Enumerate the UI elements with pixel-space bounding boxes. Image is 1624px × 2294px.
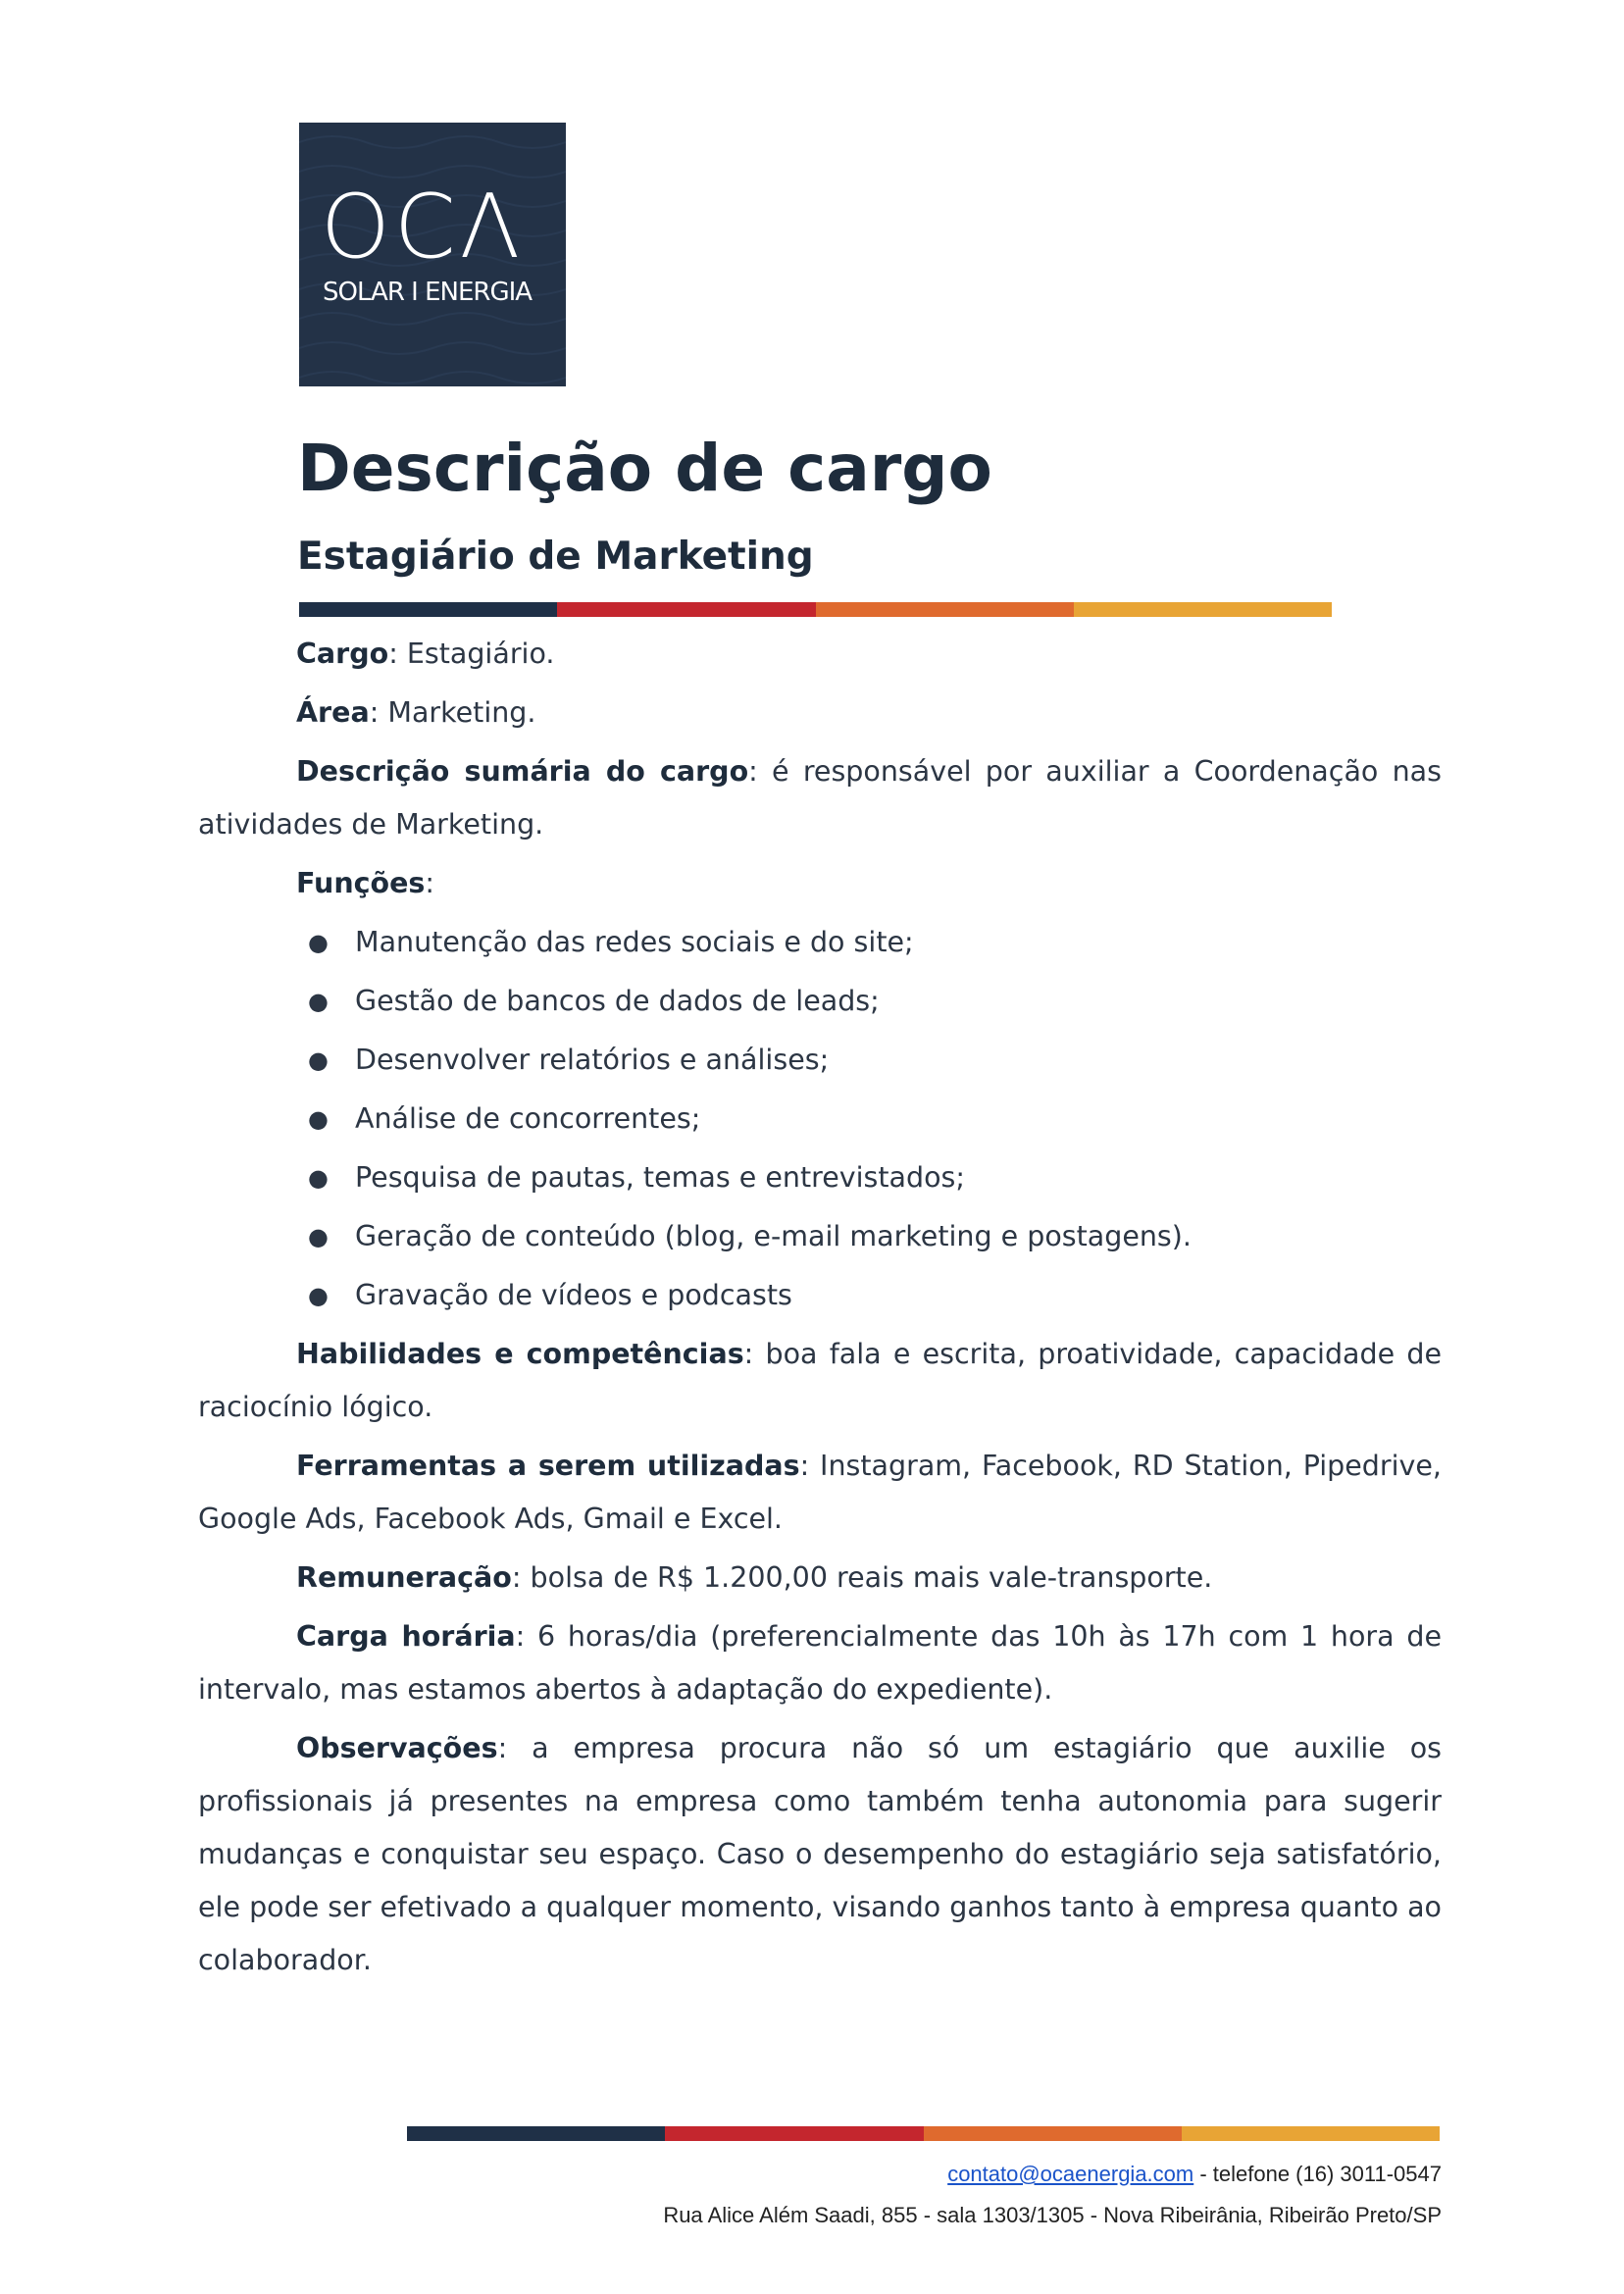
field-value: : a empresa procura não só um estagiário que auxilie os profissionais já presentes na empresa como também tenha autonomia para sugerir mudanças e conquistar seu espaço. Caso o desempenho do estagiário seja satisfatório, ele pode ser efetivado a qualquer momento, visando ganhos tanto à empresa quanto ao colaborador. bbox=[198, 1732, 1442, 1976]
company-logo bbox=[299, 123, 566, 386]
field-value: : bbox=[425, 867, 435, 899]
email-link[interactable]: contato@ocaenergia.com bbox=[947, 2162, 1194, 2186]
field-label: Ferramentas a serem utilizadas bbox=[296, 1450, 800, 1482]
list-item-text: Gravação de vídeos e podcasts bbox=[355, 1279, 792, 1311]
bullet-icon: ● bbox=[308, 1223, 329, 1250]
field-area bbox=[198, 687, 1442, 739]
field-value: : Estagiário. bbox=[388, 637, 555, 670]
bullet-icon: ● bbox=[308, 929, 329, 956]
field-label: Funções bbox=[296, 867, 426, 899]
stripe-segment-orange bbox=[924, 2126, 1182, 2141]
field-carga-horaria bbox=[198, 1610, 1442, 1716]
field-remuneracao bbox=[198, 1552, 1442, 1605]
logo-tagline: SOLAR I ENERGIA bbox=[323, 278, 533, 307]
stripe-segment-yellow bbox=[1074, 602, 1332, 617]
list-item bbox=[198, 1269, 1442, 1322]
bullet-icon: ● bbox=[308, 1046, 329, 1074]
field-label: Carga horária bbox=[296, 1620, 516, 1653]
field-value: : Instagram, Facebook, RD Station, Pipedrive, Google Ads, Facebook Ads, Gmail e Excel. bbox=[198, 1450, 1442, 1535]
funcoes-list bbox=[198, 916, 1442, 1322]
footer-contact-line bbox=[663, 2154, 1442, 2195]
list-item-text: Pesquisa de pautas, temas e entrevistados; bbox=[355, 1161, 965, 1194]
list-item-text: Gestão de bancos de dados de leads; bbox=[355, 985, 880, 1017]
field-value: : boa fala e escrita, proatividade, capacidade de raciocínio lógico. bbox=[198, 1338, 1443, 1423]
field-value: : é responsável por auxiliar a Coordenação nas atividades de Marketing. bbox=[198, 755, 1442, 841]
list-item-text: Desenvolver relatórios e análises; bbox=[355, 1044, 830, 1076]
stripe-segment-navy bbox=[407, 2126, 665, 2141]
field-label: Remuneração bbox=[296, 1561, 512, 1594]
list-item-text: Análise de concorrentes; bbox=[355, 1102, 701, 1135]
footer-address: Rua Alice Além Saadi, 855 - sala 1303/1305 - Nova Ribeirânia, Ribeirão Preto/SP bbox=[663, 2203, 1442, 2227]
field-label: Descrição sumária do cargo bbox=[296, 755, 749, 788]
list-item bbox=[198, 1210, 1442, 1263]
job-description-body bbox=[198, 628, 1442, 1993]
field-value: : 6 horas/dia (preferencialmente das 10h às 17h com 1 hora de intervalo, mas estamos abertos à adaptação do expediente). bbox=[198, 1620, 1442, 1706]
stripe-segment-red bbox=[557, 602, 815, 617]
page-title: Descrição de cargo bbox=[297, 431, 992, 506]
field-label: Cargo bbox=[296, 637, 389, 670]
list-item-text: Manutenção das redes sociais e do site; bbox=[355, 926, 914, 958]
list-item bbox=[198, 1034, 1442, 1087]
phone-text: - telefone (16) 3011-0547 bbox=[1193, 2162, 1442, 2186]
color-stripe-bottom bbox=[407, 2126, 1440, 2141]
field-ferramentas bbox=[198, 1440, 1442, 1546]
bullet-icon: ● bbox=[308, 1164, 329, 1192]
bullet-icon: ● bbox=[308, 1105, 329, 1133]
field-descricao bbox=[198, 745, 1442, 851]
page-subtitle: Estagiário de Marketing bbox=[297, 535, 814, 579]
field-label: Habilidades e competências bbox=[296, 1338, 744, 1370]
field-funcoes bbox=[198, 857, 1442, 910]
logo-wordmark: OCΛ bbox=[321, 176, 525, 279]
stripe-segment-orange bbox=[816, 602, 1074, 617]
list-item bbox=[198, 916, 1442, 969]
field-label: Observações bbox=[296, 1732, 498, 1764]
field-value: : bolsa de R$ 1.200,00 reais mais vale-transporte. bbox=[511, 1561, 1213, 1594]
bullet-icon: ● bbox=[308, 988, 329, 1015]
stripe-segment-navy bbox=[299, 602, 557, 617]
color-stripe-top bbox=[299, 602, 1332, 617]
field-value: : Marketing. bbox=[369, 696, 536, 729]
list-item-text: Geração de conteúdo (blog, e-mail marketing e postagens). bbox=[355, 1220, 1192, 1252]
footer bbox=[663, 2154, 1442, 2236]
stripe-segment-yellow bbox=[1182, 2126, 1440, 2141]
field-cargo bbox=[198, 628, 1442, 681]
field-label: Área bbox=[296, 696, 370, 729]
list-item bbox=[198, 1093, 1442, 1146]
stripe-segment-red bbox=[665, 2126, 923, 2141]
field-habilidades bbox=[198, 1328, 1442, 1434]
list-item bbox=[198, 1151, 1442, 1204]
field-observacoes bbox=[198, 1722, 1442, 1987]
list-item bbox=[198, 975, 1442, 1028]
bullet-icon: ● bbox=[308, 1282, 329, 1309]
